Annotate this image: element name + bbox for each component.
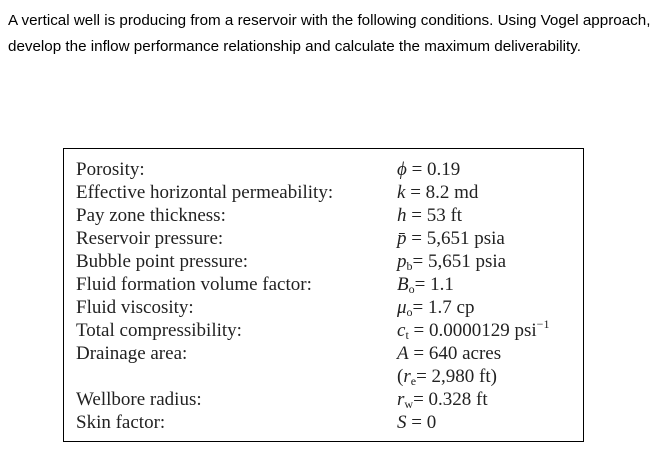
row-symbol: S [397,412,407,433]
table-row-drainage-area [64,342,583,365]
table-row-compressibility [64,319,583,342]
row-value-text: = 0 [406,412,437,433]
row-value [397,250,506,273]
row-symbol: A [397,343,409,364]
row-label: Skin factor: [76,412,166,433]
row-value-text: = 5,651 psia [406,228,505,249]
row-subscript: t [405,328,409,342]
table-row-drainage-radius [64,365,583,388]
row-value [397,273,454,296]
row-label: Bubble point pressure: [76,251,249,272]
row-value [397,204,462,227]
row-value-text: = 2,980 ft) [416,366,497,387]
table-row-formation-volume-factor [64,273,583,296]
row-symbol: h [397,205,407,226]
row-symbol: r [397,389,405,410]
row-value [397,319,549,342]
row-value-text: = 640 acres [408,343,502,364]
table-row-viscosity [64,296,583,319]
row-value [397,181,478,204]
row-label: Wellbore radius: [76,389,202,410]
table-row-reservoir-pressure [64,227,583,250]
table-row-pay-zone [64,204,583,227]
row-subscript: w [404,397,414,411]
row-subscript: o [408,282,415,296]
row-subscript: e [410,374,417,388]
row-symbol: p [397,251,407,272]
row-label: Effective horizontal permeability: [76,182,334,203]
row-label: Fluid viscosity: [76,297,194,318]
row-label: Drainage area: [76,343,188,364]
row-symbol: k [397,182,406,203]
row-value-text: = 0.0000129 psi [408,320,537,341]
row-value-text: = 1.7 cp [412,297,475,318]
row-value-text: = 1.1 [414,274,454,295]
row-value [397,158,460,181]
row-value-text: = 5,651 psia [412,251,507,272]
row-label: Total compressibility: [76,320,242,341]
table-row-wellbore-radius [64,388,583,411]
table-row-porosity [64,158,583,181]
row-value [397,227,505,250]
question-text: A vertical well is producing from a reservoir with the following conditions. Using Vogel approach, develop the inflow performance relationship and calculate the maximum deliverability. [8,12,651,55]
row-value [397,388,488,411]
row-value [397,411,436,434]
row-subscript: b [406,259,413,273]
row-value-text: = 53 ft [406,205,463,226]
reservoir-data-table [63,148,584,442]
row-symbol: ϕ [397,159,407,180]
row-value-text: = 8.2 md [405,182,479,203]
table-row-skin-factor [64,411,583,434]
row-symbol: r [403,366,411,387]
row-value-text: = 0.328 ft [413,389,488,410]
row-superscript: −1 [536,317,550,331]
row-symbol: μ [397,297,407,318]
row-prefix: ( [397,366,404,387]
table-row-bubble-point [64,250,583,273]
row-label: Porosity: [76,159,145,180]
row-label: Fluid formation volume factor: [76,274,312,295]
table-row-permeability [64,181,583,204]
row-symbol: c [397,320,406,341]
row-subscript: o [406,305,413,319]
row-label: Pay zone thickness: [76,205,226,226]
row-value [397,296,474,319]
row-symbol: p̄ [397,228,407,249]
row-value [397,365,497,388]
row-symbol: B [397,274,409,295]
row-value-text: = 0.19 [406,159,461,180]
row-value [397,342,501,365]
row-label: Reservoir pressure: [76,228,224,249]
